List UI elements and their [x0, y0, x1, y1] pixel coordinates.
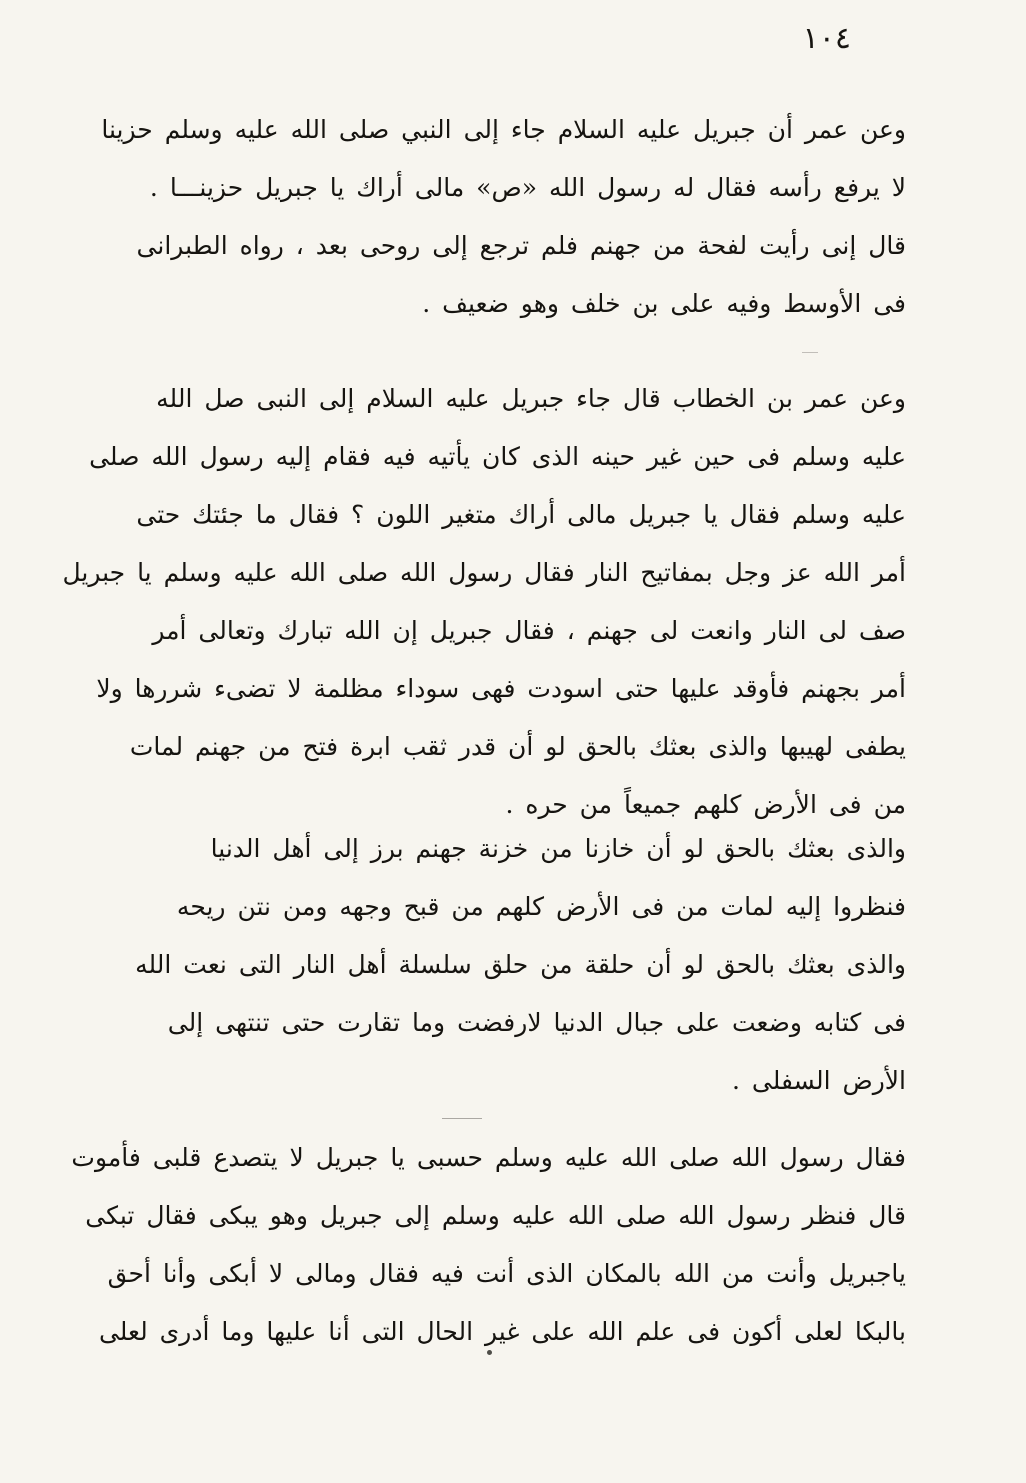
paragraph-3 [135, 820, 906, 1110]
text-line: فى الأوسط وفيه على بن خلف وهو ضعيف . [422, 289, 906, 318]
text-line: والذى بعثك بالحق لو أن حلقة من حلق سلسلة أهل النار التى نعت الله [135, 950, 906, 979]
text-line: فقال رسول الله صلى الله عليه وسلم حسبى يا جبريل لا يتصدع قلبى فأموت [71, 1143, 906, 1172]
text-line: من فى الأرض كلهم جميعاً من حره . [505, 790, 906, 819]
text-line: يطفى لهيبها والذى بعثك بالحق لو أن قدر ثقب ابرة فتح من جهنم لمات [129, 732, 906, 761]
text-line: وعن عمر بن الخطاب قال جاء جبريل عليه السلام إلى النبى صل الله [156, 384, 906, 413]
text-line: أمر بجهنم فأوقد عليها حتى اسودت فهى سوداء مظلمة لا تضىء شررها ولا [96, 674, 906, 703]
text-line: أمر الله عز وجل بمفاتيح النار فقال رسول الله صلى الله عليه وسلم يا جبريل [62, 558, 906, 587]
text-line: وعن عمر أن جبريل عليه السلام جاء إلى النبي صلى الله عليه وسلم حزينا [101, 115, 906, 144]
text-line: قال فنظر رسول الله صلى الله عليه وسلم إلى جبريل وهو يبكى فقال تبكى [85, 1201, 906, 1230]
text-line: فى كتابه وضعت على جبال الدنيا لارفضت وما تقارت حتى تنتهى إلى [167, 1008, 906, 1037]
text-line: والذى بعثك بالحق لو أن خازنا من خزنة جهنم برز إلى أهل الدنيا [210, 834, 906, 863]
ink-dot [487, 1350, 492, 1355]
paragraph-1 [101, 101, 906, 333]
ink-mark [802, 352, 818, 353]
text-line: عليه وسلم فقال يا جبريل مالى أراك متغير اللون ؟ فقال ما جئتك حتى [136, 500, 906, 529]
page-number: ١٠٤ [802, 21, 851, 56]
text-line: عليه وسلم فى حين غير حينه الذى كان يأتيه فيه فقام إليه رسول الله صلى [89, 442, 906, 471]
text-line: قال إنى رأيت لفحة من جهنم فلم ترجع إلى روحى بعد ، رواه الطبرانى [136, 231, 906, 260]
text-line: لا يرفع رأسه فقال له رسول الله «ص» مالى أراك يا جبريل حزينـــا . [149, 173, 906, 202]
text-line: ياجبريل وأنت من الله بالمكان الذى أنت فيه فقال ومالى لا أبكى وأنا أحق [107, 1259, 906, 1288]
text-line: الأرض السفلى . [732, 1066, 906, 1095]
text-line: صف لى النار وانعت لى جهنم ، فقال جبريل إن الله تبارك وتعالى أمر [152, 616, 906, 645]
paragraph-4 [71, 1129, 906, 1361]
ink-mark [442, 1118, 482, 1119]
text-line: فنظروا إليه لمات من فى الأرض كلهم من قبح وجهه ومن نتن ريحه [176, 892, 906, 921]
paragraph-2 [62, 370, 906, 834]
text-line: بالبكا لعلى أكون فى علم الله على غير الحال التى أنا عليها وما أدرى لعلى [98, 1317, 906, 1346]
